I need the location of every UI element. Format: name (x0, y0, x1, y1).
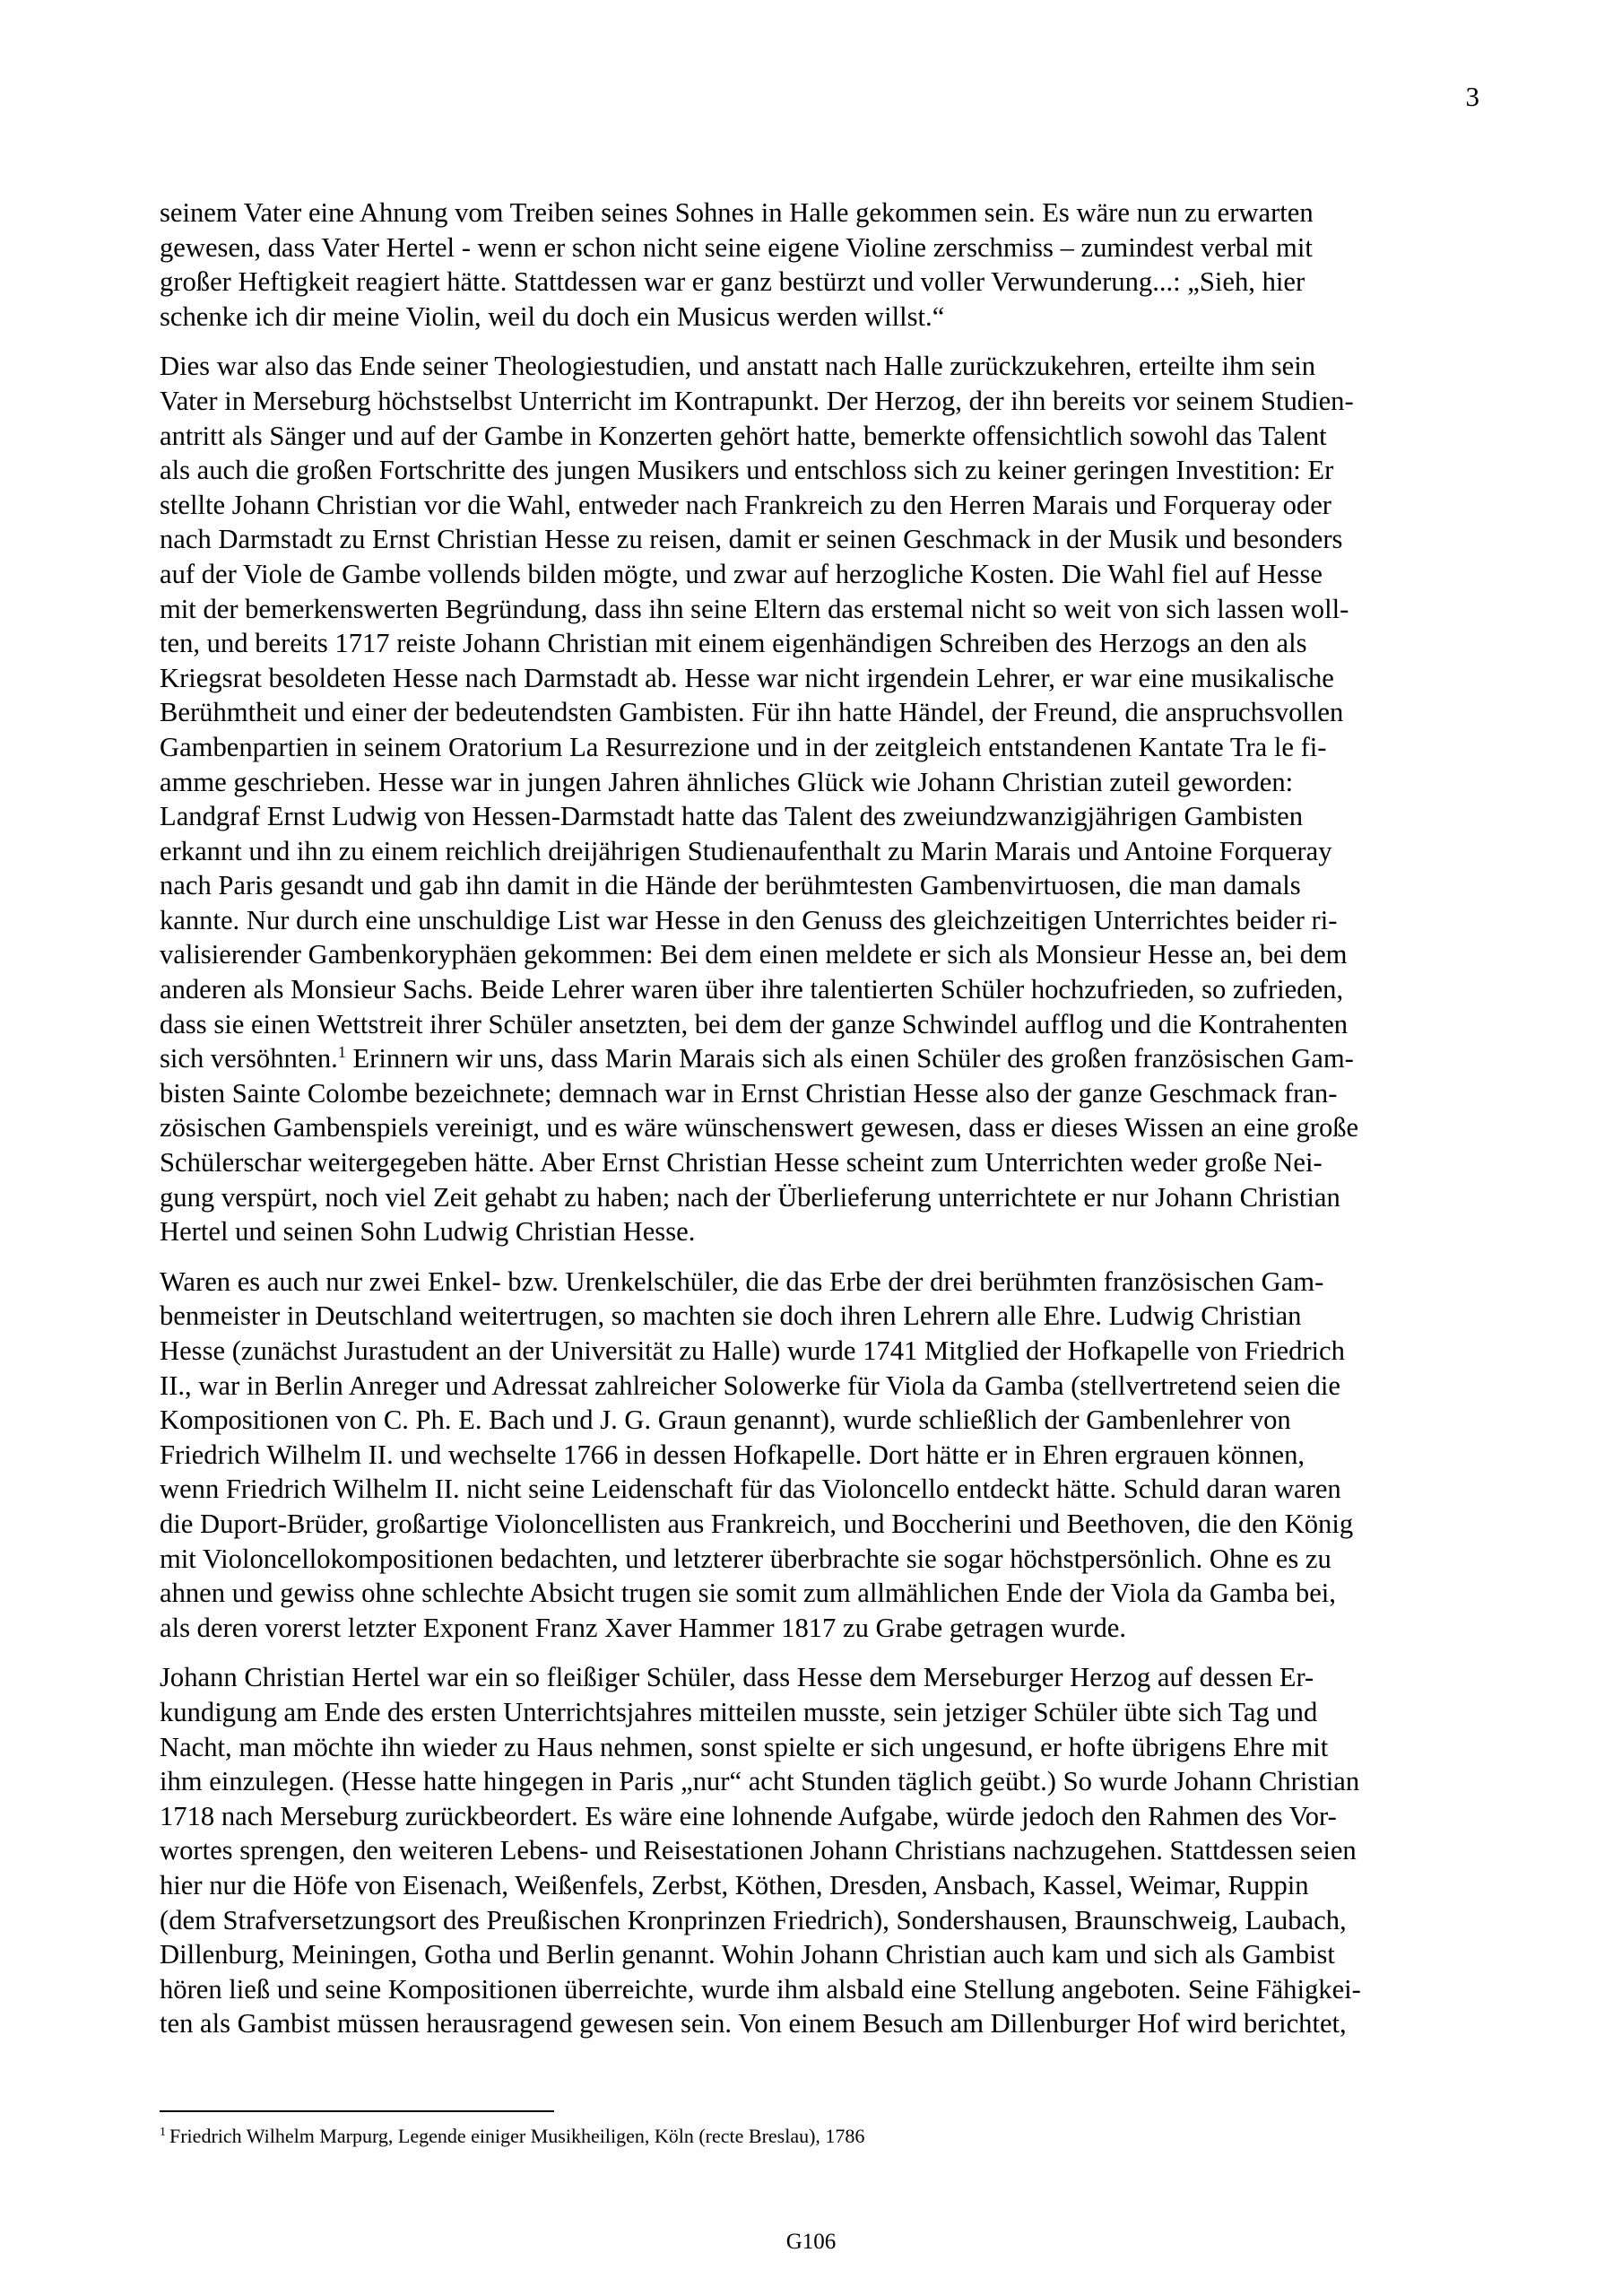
text-line: großer Heftigkeit reagiert hätte. Stattdessen war er ganz bestürzt und voller Verwunderung...: „Sieh, hier (160, 266, 1305, 298)
text-line: wortes sprengen, den weiteren Lebens- und Reisestationen Johann Christians nachzugehen. Stattdessen seien (160, 1835, 1357, 1866)
text-line: erkannt und ihn zu einem reichlich dreijährigen Studienaufenthalt zu Marin Marais und Antoine Forqueray (160, 835, 1332, 866)
text-line: dass sie einen Wettstreit ihrer Schüler ansetzten, bei dem der ganze Schwindel aufflog und die Kontrahenten (160, 1008, 1349, 1039)
text-line: hören ließ und seine Kompositionen überreichte, wurde ihm alsbald eine Stellung angeboten. Seine Fähigkei- (160, 1973, 1361, 2005)
text-line: kundigung am Ende des ersten Unterrichtsjahres mitteilen musste, sein jetziger Schüler übte sich Tag und (160, 1696, 1318, 1727)
footnote-text: Friedrich Wilhelm Marpurg, Legende einiger Musikheiligen, Köln (recte Breslau), 1786 (169, 2125, 865, 2147)
text-line: Vater in Merseburg höchstselbst Unterricht im Kontrapunkt. Der Herzog, der ihn bereits vor seinem Studien- (160, 385, 1354, 416)
text-line: bisten Sainte Colombe bezeichnete; demnach war in Ernst Christian Hesse also der ganze Geschmack fran- (160, 1077, 1338, 1109)
text-line: ihm einzulegen. (Hesse hatte hingegen in Paris „nur“ acht Stunden täglich geübt.) So wurde Johann Christian (160, 1766, 1360, 1797)
text-line: die Duport-Brüder, großartige Violoncellisten aus Frankreich, und Boccherini und Beethoven, die den König (160, 1508, 1354, 1539)
text-line: Johann Christian Hertel war ein so fleißiger Schüler, dass Hesse dem Merseburger Herzog auf dessen Er- (160, 1662, 1314, 1693)
text-line: nach Darmstadt zu Ernst Christian Hesse zu reisen, damit er seinen Geschmack in der Musik und besonders (160, 524, 1343, 555)
paragraph (160, 349, 1462, 1248)
text-segment: sich versöhnten. (160, 1043, 338, 1074)
footnote-reference[interactable]: 1 (337, 1043, 346, 1062)
text-line: ahnen und gewiss ohne schlechte Absicht trugen sie somit zum allmählichen Ende der Viola da Gamba bei, (160, 1578, 1336, 1609)
text-line: benmeister in Deutschland weitertrugen, so machten sie doch ihren Lehrern alle Ehre. Ludwig Christian (160, 1300, 1302, 1332)
text-line: Friedrich Wilhelm II. und wechselte 1766 in dessen Hofkapelle. Dort hätte er in Ehren ergrauen können, (160, 1439, 1305, 1470)
text-line: ten als Gambist müssen herausragend gewesen sein. Von einem Besuch am Dillenburger Hof wird berichtet, (160, 2008, 1347, 2039)
text-line: Kompositionen von C. Ph. E. Bach und J. G. Graun genannt), wurde schließlich der Gambenlehrer von (160, 1405, 1291, 1436)
text-line: seinem Vater eine Ahnung vom Treiben seines Sohnes in Halle gekommen sein. Es wäre nun zu erwarten (160, 197, 1314, 228)
text-line: Hesse (zunächst Jurastudent an der Universität zu Halle) wurde 1741 Mitglied der Hofkapelle von Friedrich (160, 1335, 1345, 1366)
text-line: Dillenburg, Meiningen, Gotha und Berlin genannt. Wohin Johann Christian auch kam und sich als Gambist (160, 1939, 1335, 1970)
text-line: als deren vorerst letzter Exponent Franz Xaver Hammer 1817 zu Grabe getragen wurde. (160, 1612, 1126, 1643)
text-segment: Erinnern wir uns, dass Marin Marais sich als einen Schüler des großen französischen Gam- (345, 1043, 1354, 1074)
text-line: kannte. Nur durch eine unschuldige List war Hesse in den Genuss des gleichzeitigen Unterrichtes beider ri- (160, 904, 1338, 935)
paragraph (160, 1265, 1462, 1646)
text-line: nach Paris gesandt und gab ihn damit in die Hände der berühmtesten Gambenvirtuosen, die man damals (160, 870, 1301, 901)
text-line: (dem Strafversetzungsort des Preußischen Kronprinzen Friedrich), Sondershausen, Braunschweig, Laubach, (160, 1904, 1347, 1935)
text-line: valisierender Gambenkoryphäen gekommen: Bei dem einen meldete er sich als Monsieur Hesse an, bei dem (160, 939, 1348, 970)
text-line: antritt als Sänger und auf der Gambe in Konzerten gehört hatte, bemerkte offensichtlich sowohl das Talent (160, 420, 1327, 451)
text-line: Dies war also das Ende seiner Theologiestudien, und anstatt nach Halle zurückzukehren, erteilte ihm sein (160, 351, 1316, 382)
text-line: schenke ich dir meine Violin, weil du doch ein Musicus werden willst.“ (160, 300, 945, 332)
text-line: zösischen Gambenspiels vereinigt, und es wäre wünschenswert gewesen, dass er dieses Wissen an eine große (160, 1112, 1359, 1144)
paragraph (160, 1660, 1462, 2041)
text-line: Kriegsrat besoldeten Hesse nach Darmstadt ab. Hesse war nicht irgendein Lehrer, er war eine musikalische (160, 662, 1334, 693)
text-line: Schülerschar weitergegeben hätte. Aber Ernst Christian Hesse scheint zum Unterrichten weder große Nei- (160, 1147, 1323, 1178)
text-line: Waren es auch nur zwei Enkel- bzw. Urenkelschüler, die das Erbe der drei berühmten französischen Gam- (160, 1265, 1324, 1297)
text-line: ten, und bereits 1717 reiste Johann Christian mit einem eigenhändigen Schreiben des Herzogs an den als (160, 628, 1307, 659)
text-line: Gambenpartien in seinem Oratorium La Resurrezione und in der zeitgleich entstandenen Kantate Tra le fi- (160, 731, 1327, 762)
text-line: als auch die großen Fortschritte des jungen Musikers und entschloss sich zu keiner geringen Investition: Er (160, 455, 1334, 486)
body-text (160, 196, 1462, 2057)
text-line: Berühmtheit und einer der bedeutendsten Gambisten. Für ihn hatte Händel, der Freund, die anspruchsvollen (160, 697, 1344, 728)
paragraph (160, 196, 1462, 334)
text-line: mit der bemerkenswerten Begründung, dass ihn seine Eltern das erstemal nicht so weit von sich lassen woll- (160, 593, 1349, 624)
text-line: amme geschrieben. Hesse war in jungen Jahren ähnliches Glück wie Johann Christian zuteil geworden: (160, 766, 1294, 797)
text-line: Nacht, man möchte ihn wieder zu Haus nehmen, sonst spielte er sich ungesund, er hofte übrigens Ehre mit (160, 1731, 1329, 1762)
text-line: Landgraf Ernst Ludwig von Hessen-Darmstadt hatte das Talent des zweiundzwanzigjährigen Gambisten (160, 801, 1304, 832)
text-line-with-footnote (160, 1041, 1462, 1076)
text-line: Hertel und seinen Sohn Ludwig Christian Hesse. (160, 1216, 696, 1248)
page-number: 3 (1465, 81, 1479, 112)
text-line: gewesen, dass Vater Hertel - wenn er schon nicht seine eigene Violine zerschmiss – zumindest verbal mit (160, 231, 1313, 263)
text-line: II., war in Berlin Anreger und Adressat zahlreicher Solowerke für Viola da Gamba (stellvertretend seien die (160, 1370, 1340, 1401)
footnote-marker: 1 (160, 2126, 166, 2139)
text-line: gung verspürt, noch viel Zeit gehabt zu haben; nach der Überlieferung unterrichtete er nur Johann Christian (160, 1181, 1340, 1213)
text-line: mit Violoncellokompositionen bedachten, und letzterer überbrachte sie sogar höchstpersönlich. Ohne es zu (160, 1543, 1331, 1574)
text-line: stellte Johann Christian vor die Wahl, entweder nach Frankreich zu den Herren Marais und Forqueray oder (160, 489, 1331, 520)
page-footer-code: G106 (785, 2230, 837, 2254)
text-line: 1718 nach Merseburg zurückbeordert. Es wäre eine lohnende Aufgabe, würde jedoch den Rahmen des Vor- (160, 1800, 1337, 1831)
text-line: anderen als Monsieur Sachs. Beide Lehrer waren über ihre talentierten Schüler hochzufrieden, so zufrieden, (160, 974, 1344, 1005)
text-line: hier nur die Höfe von Eisenach, Weißenfels, Zerbst, Köthen, Dresden, Ansbach, Kassel, Weimar, Ruppin (160, 1869, 1309, 1900)
footnote-separator (160, 2110, 554, 2112)
text-line: wenn Friedrich Wilhelm II. nicht seine Leidenschaft für das Violoncello entdeckt hätte. Schuld daran waren (160, 1474, 1341, 1505)
footnote (160, 2123, 864, 2150)
text-line: auf der Viole de Gambe vollends bilden mögte, und zwar auf herzogliche Kosten. Die Wahl fiel auf Hesse (160, 558, 1323, 589)
